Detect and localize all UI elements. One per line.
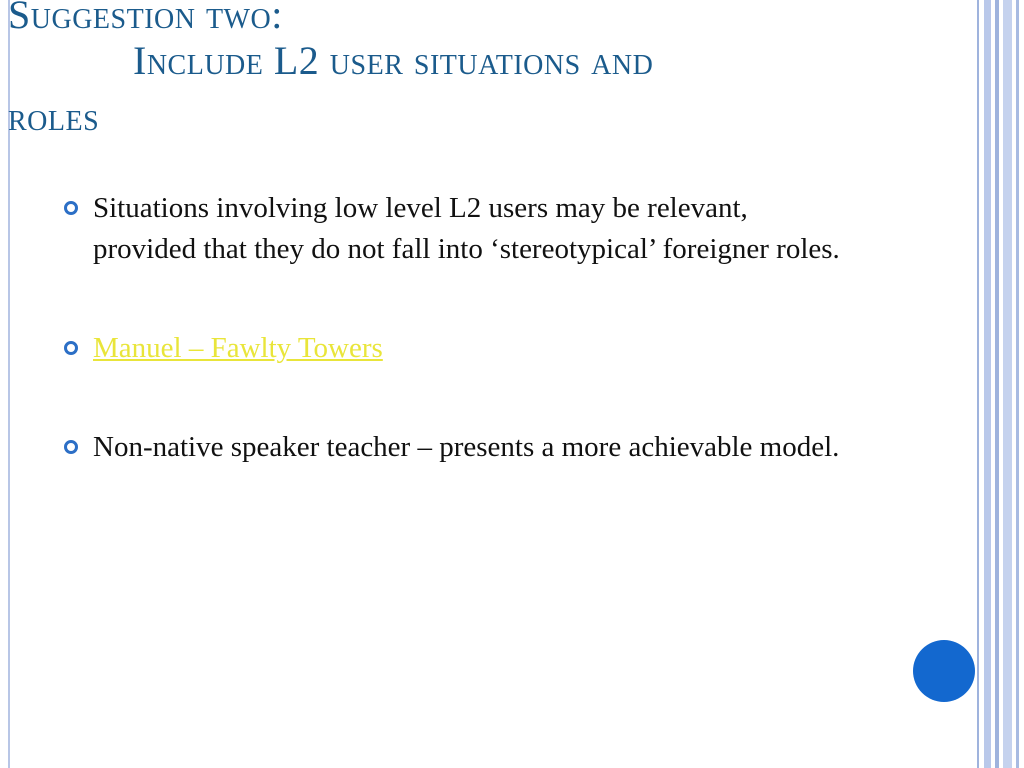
ring-bullet-icon (64, 341, 78, 355)
bullet-text: Situations involving low level L2 users may be relevant, provided that they do not fall into ‘stereotypical’ foreigner roles. (93, 192, 840, 265)
bullet-item (62, 328, 842, 369)
fawlty-towers-link[interactable]: Manuel – Fawlty Towers (93, 332, 383, 364)
title-line-3: roles (8, 94, 100, 139)
slide-title (8, 0, 908, 142)
band-stripe (984, 0, 991, 768)
bullet-list (62, 188, 842, 468)
ring-bullet-icon (64, 440, 78, 454)
band-stripe (977, 0, 979, 768)
band-stripe (1003, 0, 1012, 768)
circle-button-icon[interactable] (913, 640, 975, 702)
band-stripe (1016, 0, 1019, 768)
band-stripe (995, 0, 999, 768)
title-line-1: Suggestion two: (8, 0, 283, 37)
bullet-item (62, 188, 842, 270)
title-line-2: Include L2 user situations and (133, 38, 654, 83)
bullet-text: Non-native speaker teacher – presents a more achievable model. (93, 431, 840, 463)
bullet-item (62, 427, 842, 468)
ring-bullet-icon (64, 201, 78, 215)
